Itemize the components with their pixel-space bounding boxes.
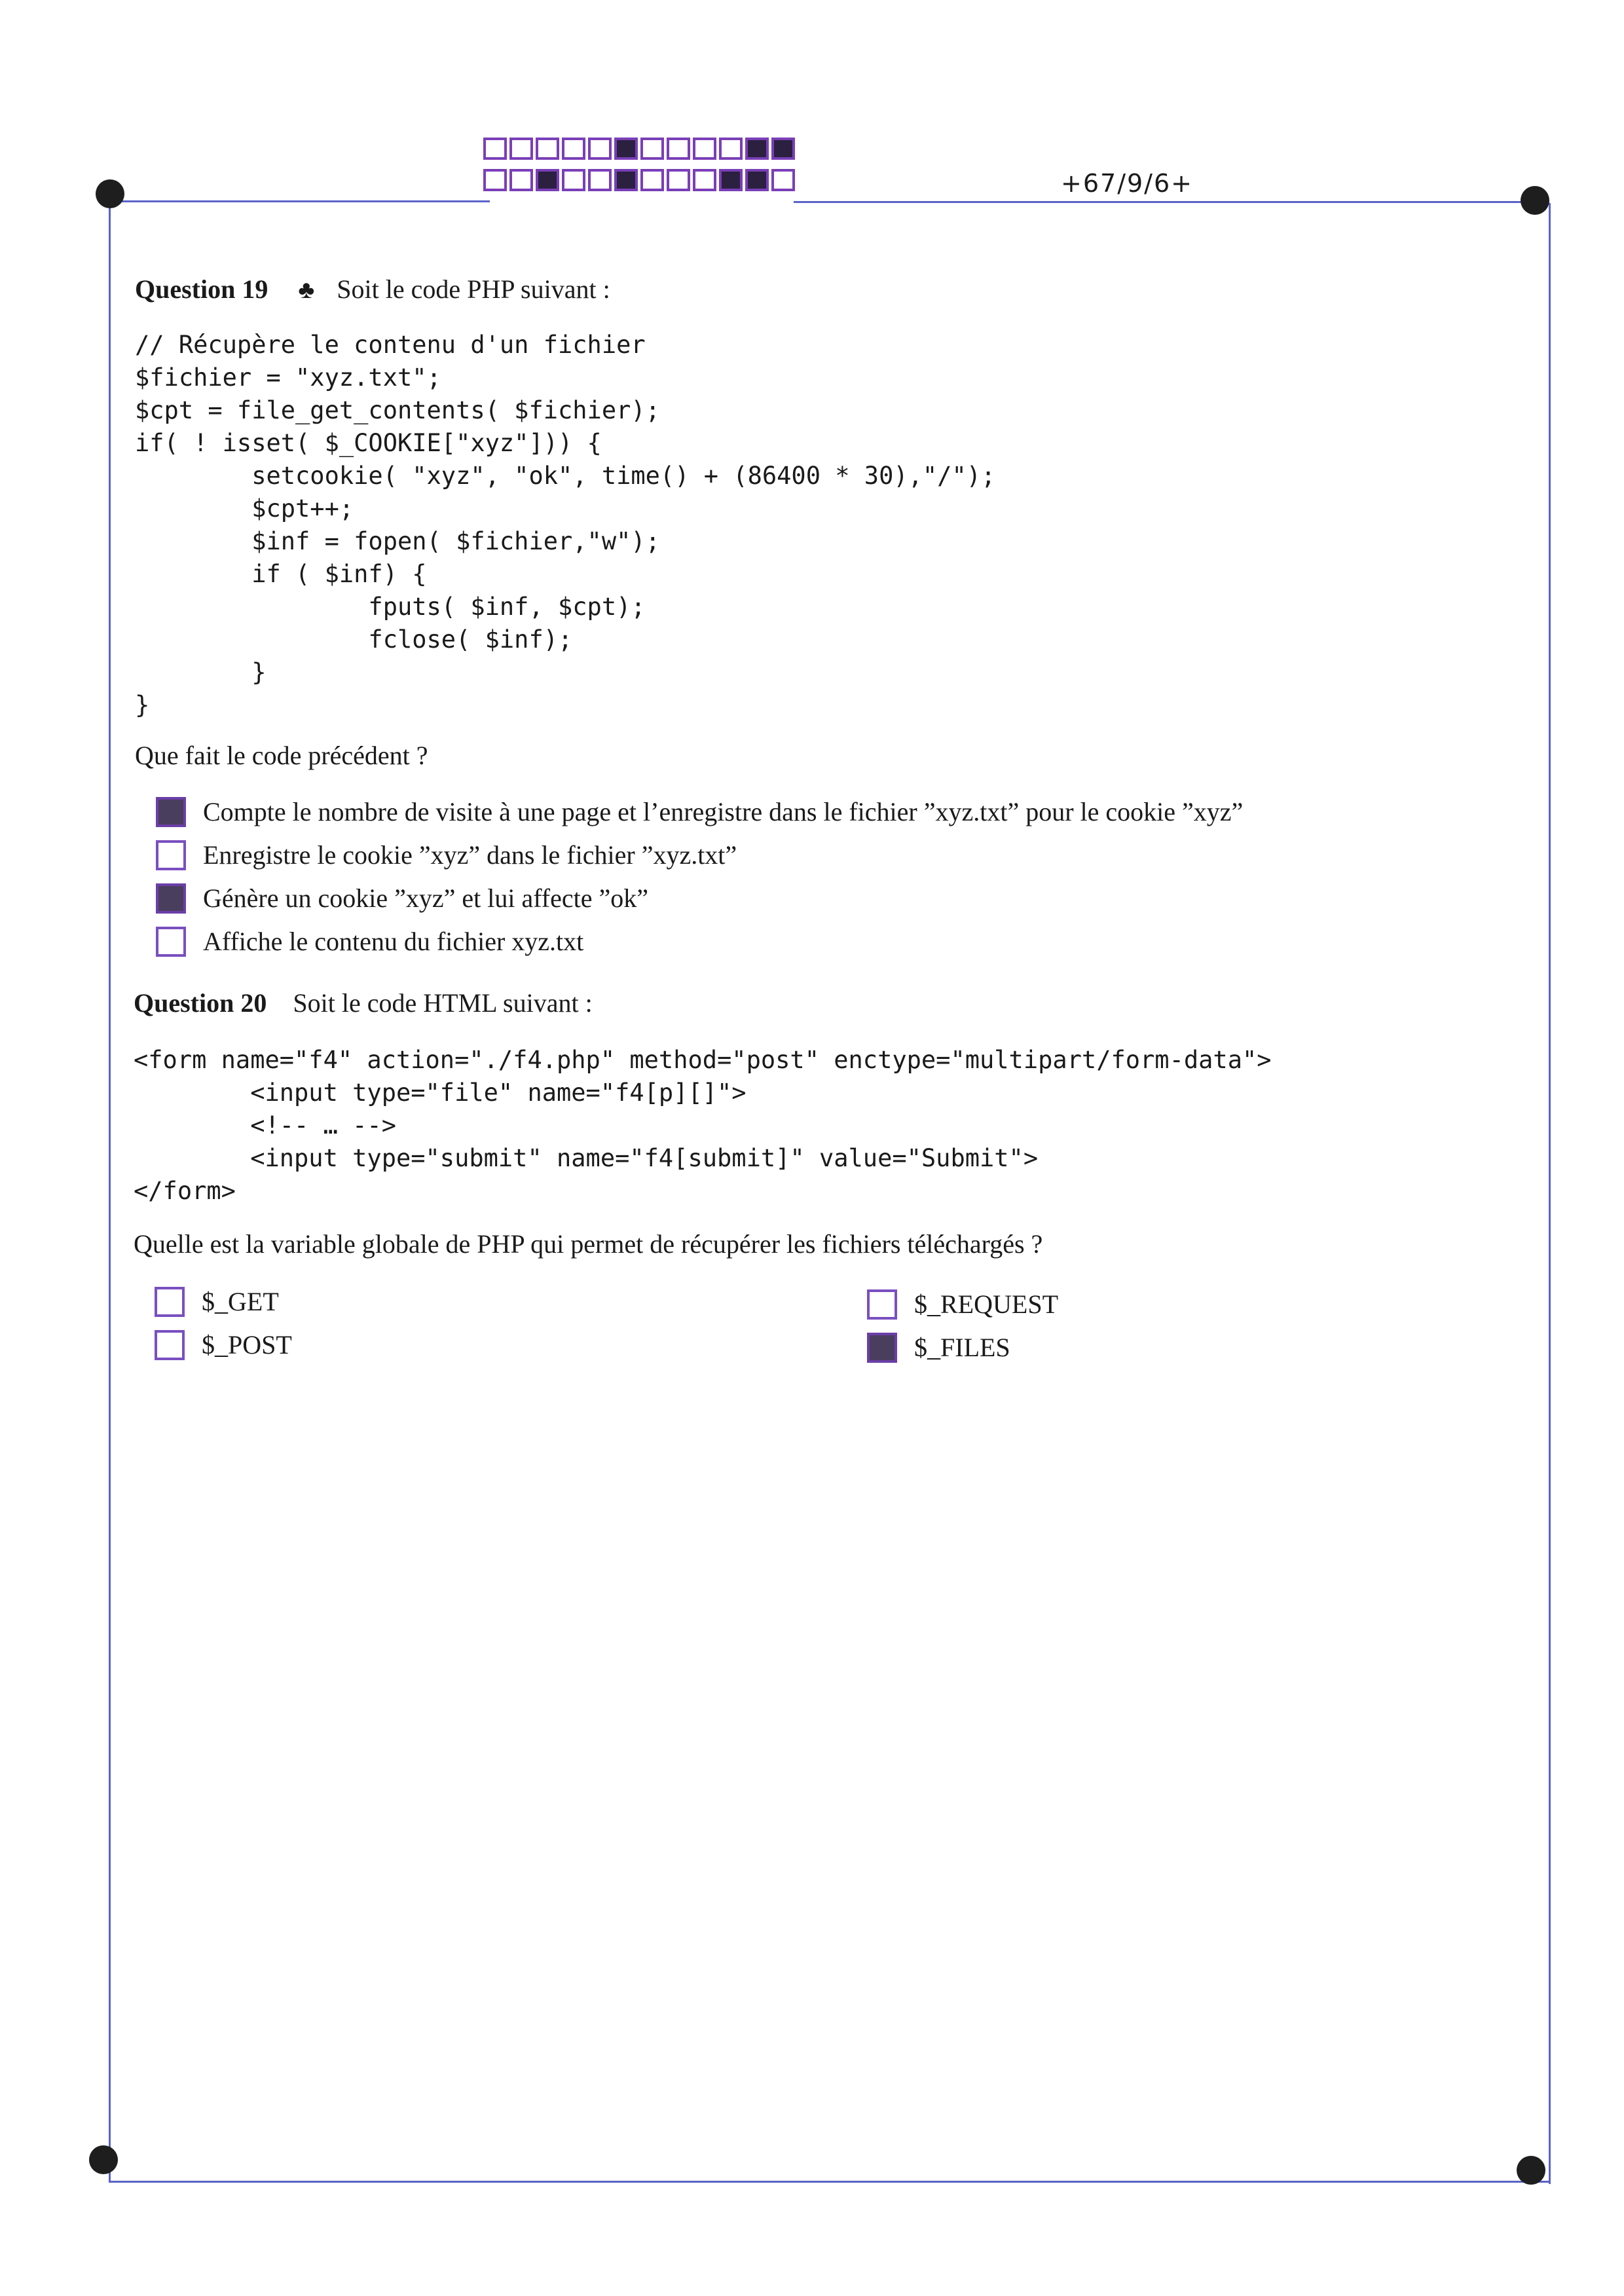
frame-top-left-line: [110, 200, 490, 202]
html-code-block: <form name="f4" action="./f4.php" method="post" enctype="multipart/form-data"> <input type="file" name="f4[p][]"> <!-- … --> <input type="submit" name="f4[submit]" value="Submit"> </form>: [134, 1046, 1272, 1205]
code-row-top: [483, 138, 798, 160]
choice-label: Affiche le contenu du fichier xyz.txt: [203, 927, 584, 956]
checkbox[interactable]: [156, 927, 186, 957]
code-cell: [562, 169, 585, 191]
code-cell: [667, 138, 690, 160]
question-text: Soit le code HTML suivant :: [293, 988, 593, 1018]
checkbox[interactable]: [155, 1287, 185, 1317]
corner-mark-bottom-right: [1517, 2156, 1545, 2185]
question-20-prompt: Quelle est la variable globale de PHP qui permet de récupérer les fichiers téléchargés ?: [134, 1229, 1043, 1259]
q20-choice-get[interactable]: [155, 1286, 279, 1317]
code-cell: [483, 169, 507, 191]
question-20-heading: [134, 988, 593, 1018]
question-number: Question 19: [135, 274, 268, 304]
choice-label: Compte le nombre de visite à une page et l’enregistre dans le fichier ”xyz.txt” pour le cookie ”xyz”: [203, 797, 1244, 826]
question-19-heading: [135, 274, 610, 305]
q20-choice-files[interactable]: [867, 1332, 1010, 1363]
code-cell: [771, 138, 795, 160]
checkbox[interactable]: [867, 1333, 897, 1363]
page-id: +67/9/6+: [1061, 169, 1193, 198]
code-cell: [536, 138, 559, 160]
code-cell: [614, 169, 638, 191]
q19-choice-3[interactable]: [156, 883, 648, 914]
choice-label: $_GET: [202, 1287, 279, 1316]
code-cell: [614, 138, 638, 160]
q20-choice-request[interactable]: [867, 1289, 1058, 1320]
code-cell: [536, 169, 559, 191]
checkbox[interactable]: [156, 883, 186, 914]
q19-choice-2[interactable]: [156, 840, 737, 870]
code-cell: [693, 138, 716, 160]
code-cell: [562, 138, 585, 160]
choice-label: Génère un cookie ”xyz” et lui affecte ”ok”: [203, 883, 648, 913]
question-number: Question 20: [134, 988, 267, 1018]
code-cell: [588, 138, 612, 160]
corner-mark-top-left: [96, 179, 124, 208]
question-19-prompt: Que fait le code précédent ?: [135, 741, 428, 770]
club-icon: ♣: [298, 276, 315, 304]
q19-choice-4[interactable]: [156, 926, 583, 957]
code-cell: [771, 169, 795, 191]
choice-label: $_POST: [202, 1330, 292, 1360]
code-cell: [640, 138, 664, 160]
code-cell: [719, 169, 743, 191]
code-cell: [509, 138, 533, 160]
code-cell: [667, 169, 690, 191]
code-cell: [719, 138, 743, 160]
checkbox[interactable]: [867, 1289, 897, 1320]
code-cell: [640, 169, 664, 191]
frame-right-line: [1549, 203, 1551, 2184]
code-cell: [588, 169, 612, 191]
choice-label: Enregistre le cookie ”xyz” dans le fichier ”xyz.txt”: [203, 840, 737, 870]
q20-choice-post[interactable]: [155, 1329, 292, 1360]
code-cell: [483, 138, 507, 160]
code-cell: [745, 138, 769, 160]
code-row-bottom: [483, 169, 798, 191]
checkbox[interactable]: [156, 797, 186, 827]
frame-bottom-line: [109, 2181, 1549, 2183]
frame-top-right-line: [794, 201, 1549, 203]
q19-choice-1[interactable]: [156, 796, 1243, 827]
checkbox[interactable]: [155, 1330, 185, 1360]
code-cell: [509, 169, 533, 191]
choice-label: $_FILES: [914, 1333, 1010, 1362]
choice-label: $_REQUEST: [914, 1289, 1058, 1319]
corner-mark-top-right: [1521, 186, 1549, 215]
checkbox[interactable]: [156, 840, 186, 870]
question-text: Soit le code PHP suivant :: [337, 274, 610, 304]
code-cell: [693, 169, 716, 191]
php-code-block: // Récupère le contenu d'un fichier $fichier = "xyz.txt"; $cpt = file_get_contents( $fichier); if( ! isset( $_COOKIE["xyz"])) { setcookie( "xyz", "ok", time() + (86400 * 30),"/"); $cpt++; $inf = fopen( $fichier,"w"); if ( $inf) { fputs( $inf, $cpt); fclose( $inf); } }: [135, 331, 996, 719]
corner-mark-bottom-left: [89, 2145, 118, 2174]
frame-left-line: [109, 200, 111, 2181]
code-cell: [745, 169, 769, 191]
